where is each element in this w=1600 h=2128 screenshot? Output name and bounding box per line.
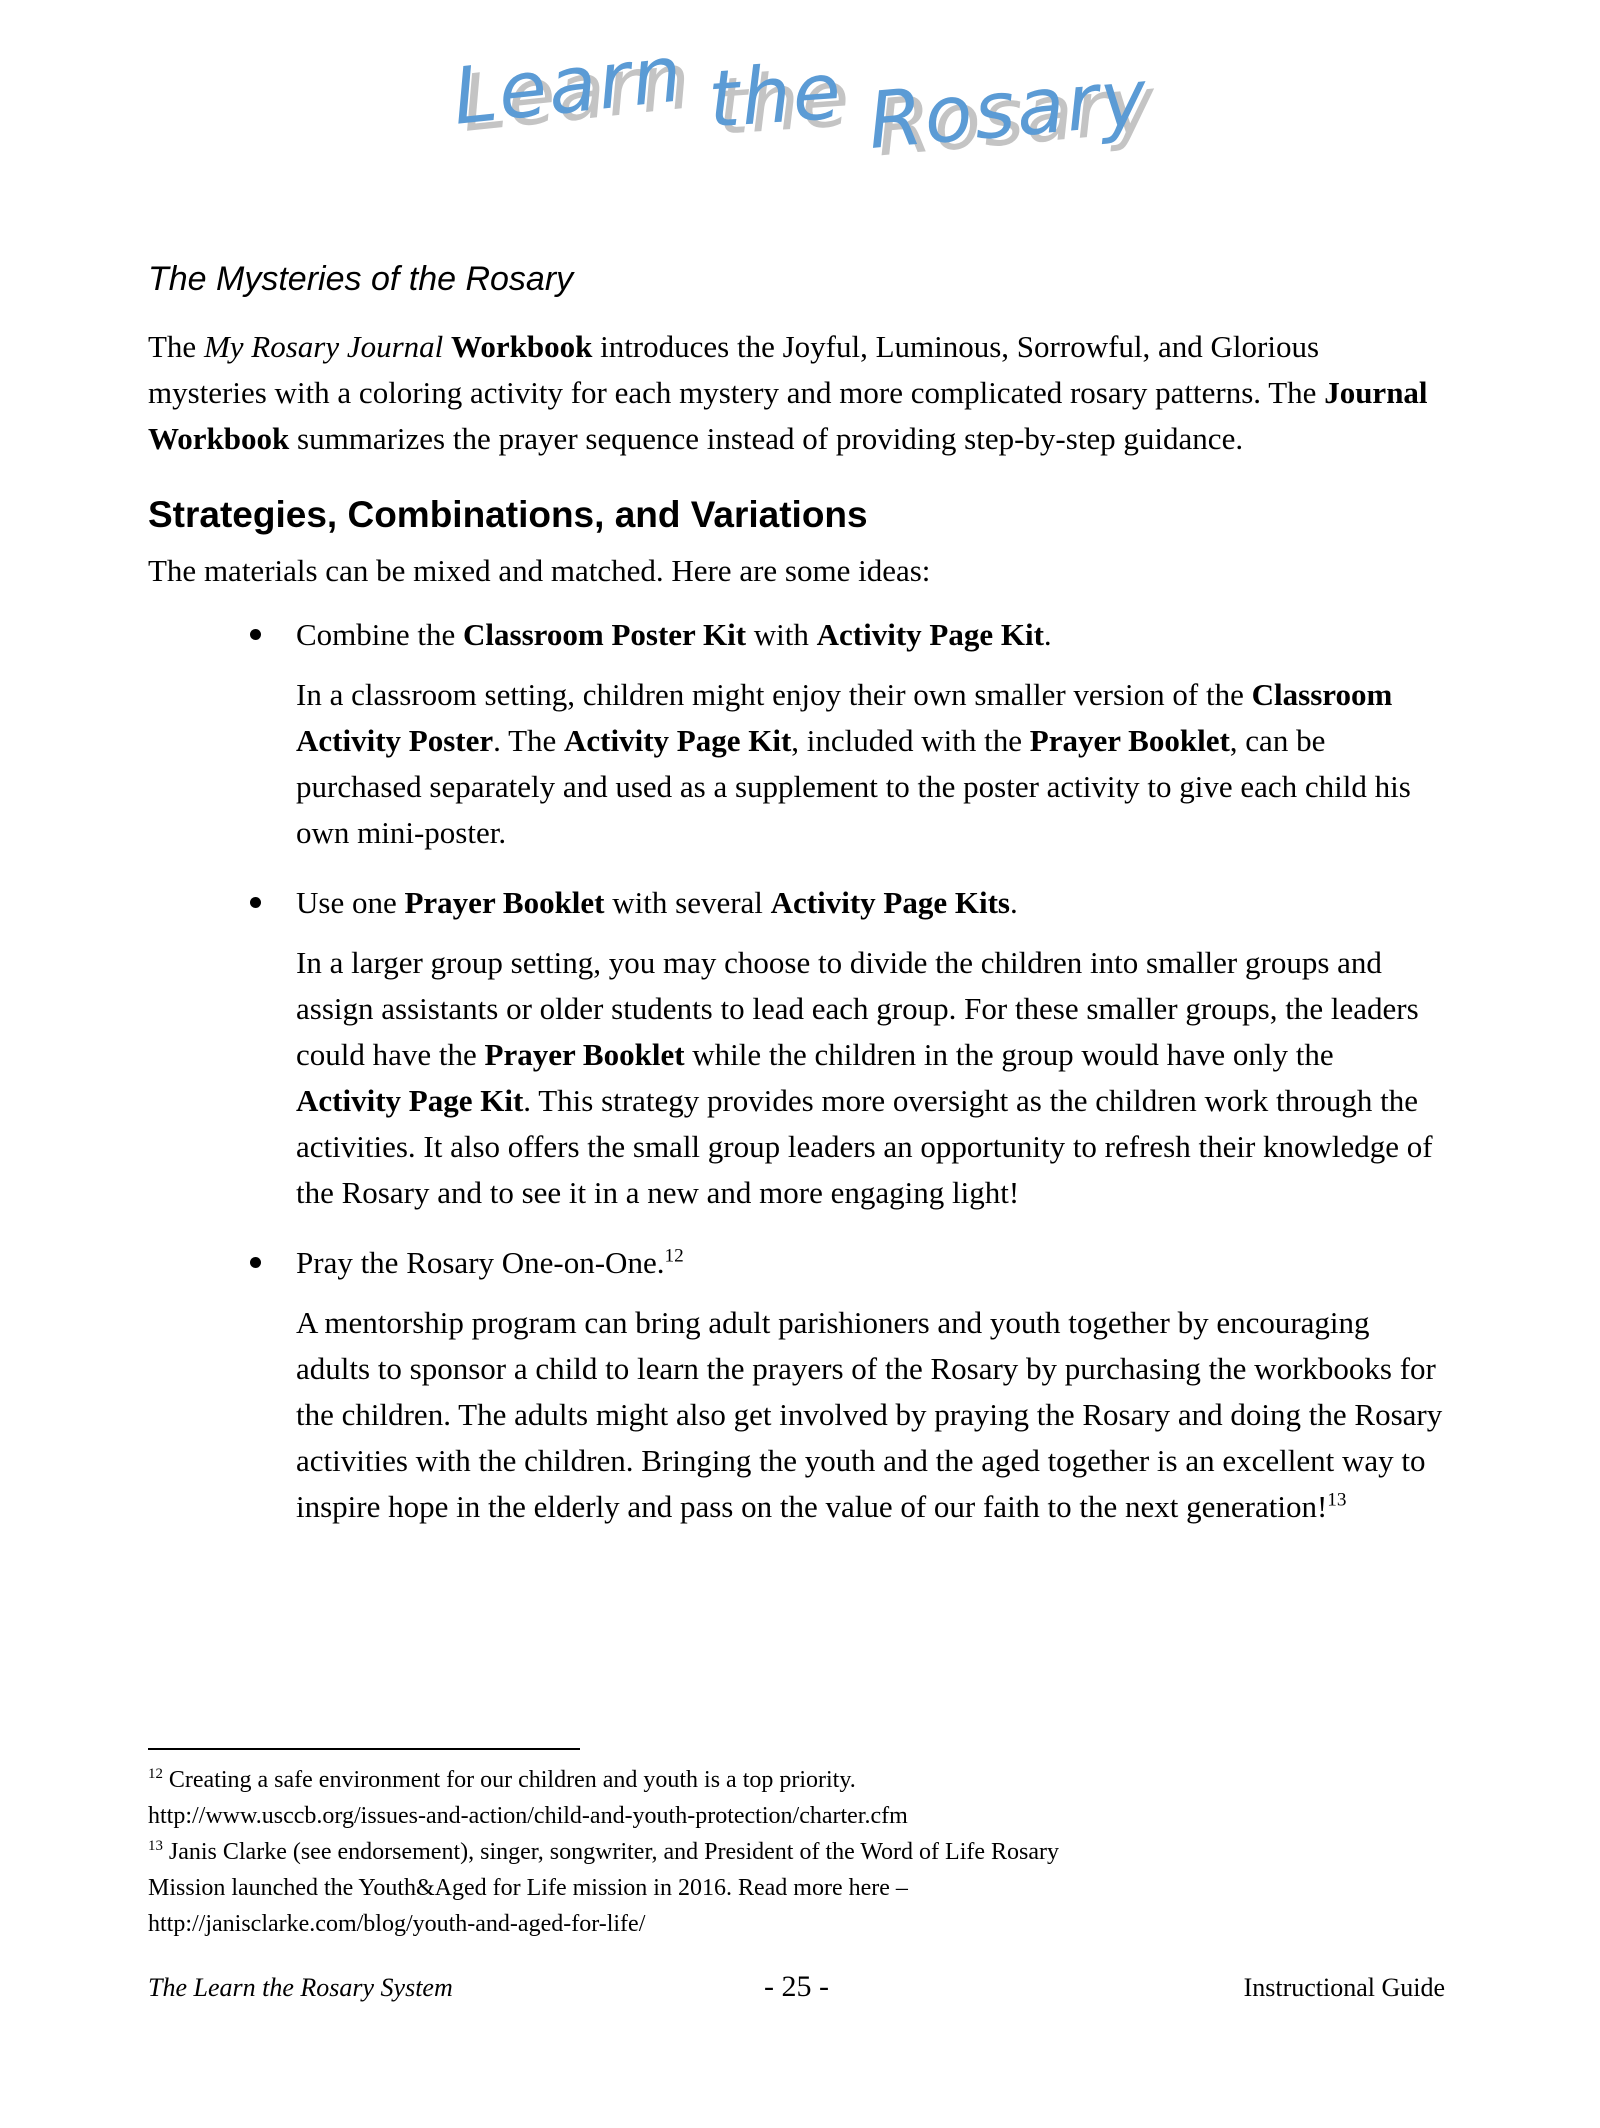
page-body: [0, 258, 1600, 1530]
intro-paragraph: The My Rosary Journal Workbook introduces the Joyful, Luminous, Sorrowful, and Glorious mysteries with a coloring activity for each mystery and more complicated rosary patterns. The Journal Workbook summarizes the prayer sequence instead of providing step-by-step guidance.: [148, 329, 1428, 456]
footer-doc-title: The Learn the Rosary System: [148, 1973, 453, 2002]
footnote: $^{12}$ Creating a safe environment for our children and youth is a top priority. http://www.usccb.org/issues-and-action/child-and-youth-protection/charter.cfm: [148, 1766, 908, 1829]
bullet-title: Pray the Rosary One-on-One.$^{12}$: [296, 1245, 684, 1280]
strategies-list: [148, 612, 1445, 1530]
page-footer: [148, 1970, 1445, 2004]
footer-guide-label: Instructional Guide: [1243, 1973, 1446, 2002]
strategies-heading: Strategies, Combinations, and Variations: [148, 494, 868, 535]
strategies-intro: The materials can be mixed and matched. Here are some ideas:: [148, 553, 931, 588]
logo-word: Learn: [449, 29, 689, 143]
logo: [0, 0, 1600, 174]
bullet-dot-icon: [250, 897, 261, 908]
bullet-body: In a classroom setting, children might enjoy their own smaller version of the Classroom Activity Poster. The Activity Page Kit, included with the Prayer Booklet, can be purchased separately and used as a supplement to the poster activity to give each child his own mini-poster.: [296, 677, 1411, 850]
list-item: [148, 612, 1445, 856]
bullet-body: In a larger group setting, you may choose to divide the children into smaller groups and assign assistants or older students to lead each group. For these smaller groups, the leaders could have the Prayer Booklet while the children in the group would have only the Activity Page Kit. This strategy provides more oversight as the children work through the activities. It also offers the small group leaders an opportunity to refresh their knowledge of the Rosary and to see it in a new and more engaging light!: [296, 945, 1433, 1210]
logo-word: Rosary: [864, 52, 1153, 167]
list-item: [148, 880, 1445, 1216]
footer-page-number: - 25 -: [764, 1970, 829, 2003]
section-heading: The Mysteries of the Rosary: [148, 260, 574, 298]
bullet-title: Use one Prayer Booklet with several Activity Page Kits.: [296, 885, 1018, 920]
bullet-dot-icon: [250, 1257, 261, 1268]
logo-word: the: [705, 46, 846, 146]
list-item: [148, 1240, 1445, 1530]
bullet-dot-icon: [250, 629, 261, 640]
page-bottom: [148, 1748, 1445, 2004]
footnotes: [148, 1762, 1445, 1942]
bullet-title: Combine the Classroom Poster Kit with Activity Page Kit.: [296, 617, 1052, 652]
bullet-body: A mentorship program can bring adult parishioners and youth together by encouraging adults to sponsor a child to learn the prayers of the Rosary by purchasing the workbooks for the children. The adults might also get involved by praying the Rosary and doing the Rosary activities with the children. Bringing the youth and the aged together is an excellent way to inspire hope in the elderly and pass on the value of our faith to the next generation!$^{13}$: [296, 1305, 1443, 1524]
footnote: $^{13}$ Janis Clarke (see endorsement), singer, songwriter, and President of the Word of Life Rosary Mission launched the Youth&Aged for Life mission in 2016. Read more here – http://janisclarke.com/blog/youth-and-aged-for-life/: [148, 1838, 1060, 1937]
footnote-separator: [148, 1748, 580, 1750]
